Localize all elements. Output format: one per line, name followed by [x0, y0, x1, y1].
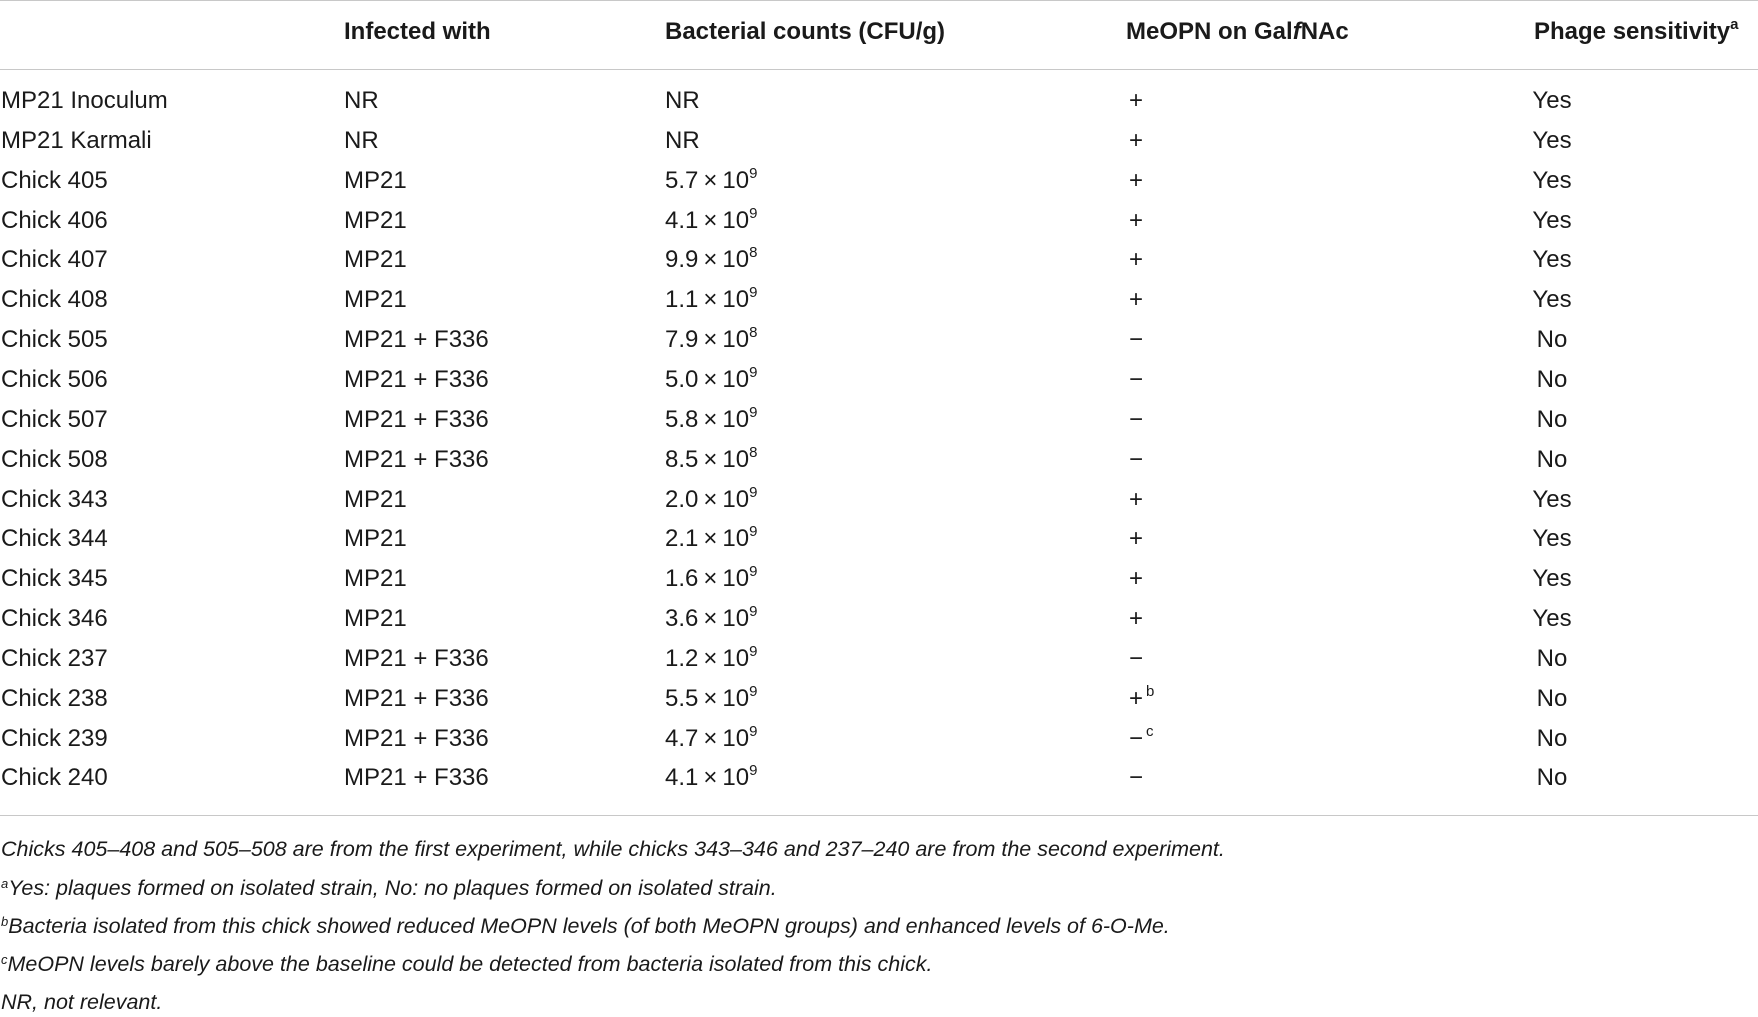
cell-sample: Chick 405 — [1, 166, 108, 194]
header-infected-with: Infected with — [344, 18, 491, 45]
meopn-sign: + — [1128, 246, 1143, 274]
meopn-sign: + — [1128, 684, 1143, 712]
cell-phage-sensitivity — [1532, 440, 1572, 480]
cell-phage-sensitivity — [1532, 639, 1572, 679]
phage-value: No — [1536, 764, 1568, 792]
cell-infected-with: MP21 + F336 — [344, 365, 489, 393]
meopn-sign: + — [1128, 126, 1143, 154]
cell-infected-with: MP21 + F336 — [344, 644, 489, 672]
count-mantissa: 1.1 — [665, 286, 699, 314]
cell-meopn — [1126, 519, 1146, 559]
cell-sample: Chick 344 — [1, 525, 108, 553]
cell-sample: Chick 343 — [1, 485, 108, 513]
cell-bacterial-count — [665, 559, 757, 599]
cell-meopn — [1126, 360, 1146, 400]
phage-value: Yes — [1532, 525, 1572, 553]
cell-infected-with: MP21 + F336 — [344, 326, 489, 354]
table-row — [0, 559, 1758, 599]
cell-phage-sensitivity — [1532, 559, 1572, 599]
count-base: 10 — [722, 286, 750, 314]
phage-value: Yes — [1532, 166, 1572, 194]
phage-value: Yes — [1532, 206, 1572, 234]
count-base: 10 — [722, 605, 750, 633]
cell-sample: MP21 Karmali — [1, 126, 152, 154]
footnote-a-text: Yes: plaques formed on isolated strain, No: no plaques formed on isolated strain. — [8, 876, 777, 900]
cell-sample: Chick 408 — [1, 286, 108, 314]
cell-meopn — [1126, 240, 1146, 280]
cell-infected-with: MP21 + F336 — [344, 405, 489, 433]
count-base: 10 — [722, 326, 750, 354]
count-times-sign: × — [703, 684, 718, 712]
phage-value: Yes — [1532, 605, 1572, 633]
phage-value: No — [1536, 684, 1568, 712]
count-exponent: 9 — [749, 204, 758, 222]
cell-sample: MP21 Inoculum — [1, 87, 168, 114]
count-base: 10 — [722, 525, 750, 553]
count-mantissa: 2.0 — [665, 485, 699, 513]
phage-value: No — [1536, 724, 1568, 752]
meopn-footnote-mark: b — [1146, 682, 1155, 700]
cell-phage-sensitivity — [1532, 240, 1572, 280]
table-row — [0, 240, 1758, 280]
count-times-sign: × — [703, 365, 718, 393]
cell-phage-sensitivity — [1532, 360, 1572, 400]
count-exponent: 9 — [749, 483, 758, 501]
cell-phage-sensitivity — [1532, 201, 1572, 241]
count-mantissa: 5.5 — [665, 684, 699, 712]
phage-value: Yes — [1532, 87, 1572, 114]
meopn-sign: − — [1128, 724, 1143, 752]
table-row — [0, 280, 1758, 320]
cell-phage-sensitivity — [1532, 161, 1572, 201]
count-mantissa: 1.6 — [665, 565, 699, 593]
cell-meopn — [1126, 758, 1146, 798]
cell-phage-sensitivity — [1532, 679, 1572, 719]
cell-meopn — [1126, 400, 1146, 440]
meopn-sign: − — [1128, 445, 1143, 473]
table-row — [0, 121, 1758, 161]
header-meopn-pre: MeOPN on Gal — [1126, 18, 1293, 45]
count-exponent: 9 — [749, 762, 758, 780]
cell-bacterial-count — [665, 440, 757, 480]
count-mantissa: 3.6 — [665, 605, 699, 633]
count-base: 10 — [722, 166, 750, 194]
footnote-b-mark: b — [1, 914, 9, 929]
cell-sample: Chick 345 — [1, 565, 108, 593]
cell-phage-sensitivity — [1532, 121, 1572, 161]
count-exponent: 9 — [749, 603, 758, 621]
cell-phage-sensitivity — [1532, 81, 1572, 121]
count-times-sign: × — [703, 246, 718, 274]
table-row — [0, 320, 1758, 360]
cell-meopn — [1126, 440, 1146, 480]
phage-value: No — [1536, 405, 1568, 433]
count-times-sign: × — [703, 445, 718, 473]
cell-meopn — [1126, 161, 1146, 201]
count-times-sign: × — [703, 485, 718, 513]
cell-bacterial-count — [665, 81, 700, 121]
footnote-a-mark: a — [1, 876, 9, 891]
cell-bacterial-count — [665, 679, 757, 719]
header-meopn-italic: f — [1292, 18, 1301, 45]
count-exponent: 9 — [749, 722, 758, 740]
cell-bacterial-count — [665, 161, 757, 201]
count-times-sign: × — [703, 326, 718, 354]
count-mantissa: 4.7 — [665, 724, 699, 752]
header-meopn — [1126, 16, 1349, 48]
count-times-sign: × — [703, 405, 718, 433]
count-mantissa: 4.1 — [665, 206, 699, 234]
count-mantissa: 9.9 — [665, 246, 699, 274]
count-base: 10 — [722, 764, 750, 792]
cell-meopn — [1126, 679, 1154, 719]
table-row — [0, 719, 1758, 759]
cell-sample: Chick 406 — [1, 206, 108, 234]
count-base: 10 — [722, 644, 750, 672]
cell-meopn — [1126, 559, 1146, 599]
table-row — [0, 480, 1758, 520]
table-top-rule — [0, 0, 1758, 1]
count-exponent: 9 — [749, 363, 758, 381]
cell-bacterial-count — [665, 360, 757, 400]
count-exponent: 8 — [749, 324, 758, 342]
header-bacterial-counts: Bacterial counts (CFU/g) — [665, 18, 946, 45]
cell-meopn — [1126, 719, 1154, 759]
table-row — [0, 400, 1758, 440]
count-times-sign: × — [703, 565, 718, 593]
count-exponent: 9 — [749, 403, 758, 421]
cell-sample: Chick 407 — [1, 246, 108, 274]
cell-bacterial-count — [665, 400, 757, 440]
count-times-sign: × — [703, 525, 718, 553]
phage-value: Yes — [1532, 565, 1572, 593]
cell-bacterial-count — [665, 240, 757, 280]
meopn-sign: − — [1128, 365, 1143, 393]
phage-value: Yes — [1532, 485, 1572, 513]
count-base: 10 — [722, 684, 750, 712]
count-base: 10 — [722, 365, 750, 393]
cell-sample: Chick 507 — [1, 405, 108, 433]
table-row — [0, 639, 1758, 679]
cell-infected-with: NR — [344, 126, 379, 154]
cell-meopn — [1126, 639, 1146, 679]
header-phage-label: Phage sensitivity — [1534, 18, 1731, 45]
meopn-sign: − — [1128, 764, 1143, 792]
cell-sample: Chick 238 — [1, 684, 108, 712]
cell-infected-with: NR — [344, 87, 379, 114]
cell-infected-with: MP21 — [344, 605, 407, 633]
cell-infected-with: MP21 — [344, 565, 407, 593]
meopn-sign: − — [1128, 405, 1143, 433]
cell-meopn — [1126, 81, 1146, 121]
footnote-c — [1, 949, 932, 979]
phage-value: No — [1536, 445, 1568, 473]
count-base: 10 — [722, 485, 750, 513]
cell-sample: Chick 508 — [1, 445, 108, 473]
cell-bacterial-count — [665, 201, 757, 241]
footnote-c-mark: c — [1, 952, 8, 967]
count-mantissa: 4.1 — [665, 764, 699, 792]
meopn-sign: − — [1128, 644, 1143, 672]
cell-infected-with: MP21 + F336 — [344, 724, 489, 752]
cell-phage-sensitivity — [1532, 599, 1572, 639]
count-mantissa: 8.5 — [665, 445, 699, 473]
count-base: 10 — [722, 565, 750, 593]
count-times-sign: × — [703, 764, 718, 792]
cell-meopn — [1126, 480, 1146, 520]
count-exponent: 9 — [749, 642, 758, 660]
cell-infected-with: MP21 + F336 — [344, 684, 489, 712]
cell-sample: Chick 239 — [1, 724, 108, 752]
cell-phage-sensitivity — [1532, 280, 1572, 320]
count-mantissa: NR — [665, 126, 700, 154]
cell-infected-with: MP21 — [344, 246, 407, 274]
count-exponent: 8 — [749, 244, 758, 262]
cell-bacterial-count — [665, 480, 757, 520]
cell-sample: Chick 346 — [1, 605, 108, 633]
cell-phage-sensitivity — [1532, 719, 1572, 759]
phage-value: Yes — [1532, 246, 1572, 274]
table-row — [0, 161, 1758, 201]
table-row — [0, 201, 1758, 241]
count-mantissa: 1.2 — [665, 644, 699, 672]
cell-infected-with: MP21 + F336 — [344, 445, 489, 473]
cell-infected-with: MP21 + F336 — [344, 764, 489, 792]
cell-phage-sensitivity — [1532, 320, 1572, 360]
count-times-sign: × — [703, 206, 718, 234]
cell-infected-with: MP21 — [344, 166, 407, 194]
cell-bacterial-count — [665, 599, 757, 639]
table-row — [0, 81, 1758, 121]
cell-sample: Chick 240 — [1, 764, 108, 792]
cell-bacterial-count — [665, 758, 757, 798]
cell-phage-sensitivity — [1532, 519, 1572, 559]
footnote-a — [1, 873, 777, 903]
count-times-sign: × — [703, 724, 718, 752]
cell-bacterial-count — [665, 519, 757, 559]
count-times-sign: × — [703, 644, 718, 672]
table-row — [0, 360, 1758, 400]
cell-meopn — [1126, 121, 1146, 161]
cell-meopn — [1126, 280, 1146, 320]
count-times-sign: × — [703, 605, 718, 633]
footnote-b — [1, 911, 1170, 941]
meopn-sign: + — [1128, 565, 1143, 593]
table-row — [0, 758, 1758, 798]
table-header-rule — [0, 69, 1758, 70]
phage-value: No — [1536, 644, 1568, 672]
phage-value: No — [1536, 326, 1568, 354]
header-phage-footnote-mark: a — [1730, 16, 1739, 33]
count-base: 10 — [722, 724, 750, 752]
header-meopn-post: NAc — [1300, 18, 1349, 45]
header-phage-sensitivity — [1534, 16, 1738, 48]
cell-sample: Chick 237 — [1, 644, 108, 672]
cell-bacterial-count — [665, 639, 757, 679]
count-mantissa: 7.9 — [665, 326, 699, 354]
meopn-sign: + — [1128, 485, 1143, 513]
cell-bacterial-count — [665, 320, 757, 360]
meopn-sign: + — [1128, 605, 1143, 633]
meopn-sign: − — [1128, 326, 1143, 354]
meopn-sign: + — [1128, 166, 1143, 194]
count-mantissa: 5.0 — [665, 365, 699, 393]
meopn-footnote-mark: c — [1146, 722, 1154, 740]
count-times-sign: × — [703, 286, 718, 314]
footnote-nr: NR, not relevant. — [1, 990, 163, 1014]
table-row — [0, 440, 1758, 480]
cell-infected-with: MP21 — [344, 485, 407, 513]
cell-phage-sensitivity — [1532, 480, 1572, 520]
count-exponent: 9 — [749, 563, 758, 581]
count-mantissa: 2.1 — [665, 525, 699, 553]
table-row — [0, 599, 1758, 639]
cell-phage-sensitivity — [1532, 400, 1572, 440]
table-row — [0, 519, 1758, 559]
count-exponent: 9 — [749, 523, 758, 541]
count-exponent: 9 — [749, 284, 758, 302]
cell-bacterial-count — [665, 719, 757, 759]
count-base: 10 — [722, 246, 750, 274]
phage-value: Yes — [1532, 126, 1572, 154]
phage-value: No — [1536, 365, 1568, 393]
cell-infected-with: MP21 — [344, 206, 407, 234]
table-bottom-rule — [0, 815, 1758, 816]
count-exponent: 9 — [749, 682, 758, 700]
cell-bacterial-count — [665, 121, 700, 161]
meopn-sign: + — [1128, 87, 1143, 114]
cell-infected-with: MP21 — [344, 525, 407, 553]
count-exponent: 8 — [749, 443, 758, 461]
count-base: 10 — [722, 206, 750, 234]
footnote-general: Chicks 405–408 and 505–508 are from the first experiment, while chicks 343–346 and 237–240 are from the second experiment. — [1, 837, 1225, 861]
cell-meopn — [1126, 320, 1146, 360]
cell-sample: Chick 505 — [1, 326, 108, 354]
cell-sample: Chick 506 — [1, 365, 108, 393]
count-mantissa: 5.7 — [665, 166, 699, 194]
footnote-b-text: Bacteria isolated from this chick showed reduced MeOPN levels (of both MeOPN groups) and enhanced levels of 6-O-Me. — [8, 914, 1170, 938]
meopn-sign: + — [1128, 525, 1143, 553]
cell-infected-with: MP21 — [344, 286, 407, 314]
cell-phage-sensitivity — [1532, 758, 1572, 798]
meopn-sign: + — [1128, 286, 1143, 314]
count-mantissa: NR — [665, 87, 700, 114]
count-base: 10 — [722, 445, 750, 473]
cell-bacterial-count — [665, 280, 757, 320]
cell-meopn — [1126, 599, 1146, 639]
count-base: 10 — [722, 405, 750, 433]
table-row — [0, 679, 1758, 719]
footnote-c-text: MeOPN levels barely above the baseline could be detected from bacteria isolated from this chick. — [7, 952, 933, 976]
phage-value: Yes — [1532, 286, 1572, 314]
cell-meopn — [1126, 201, 1146, 241]
count-times-sign: × — [703, 166, 718, 194]
meopn-sign: + — [1128, 206, 1143, 234]
count-exponent: 9 — [749, 164, 758, 182]
count-mantissa: 5.8 — [665, 405, 699, 433]
